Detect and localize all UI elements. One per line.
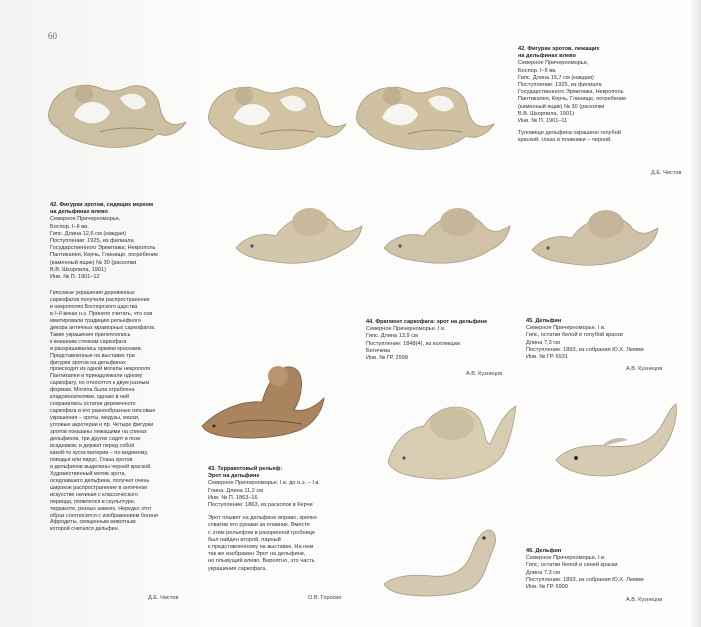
caption-line: Инв. № П. 1901–12 [50,274,100,281]
caption-line: Длина 7,3 см [526,339,560,346]
essay-line: происходят из одной могилы некрополя [50,366,151,373]
essay-line: терракоте, резных камнях. Нередко этот [50,505,152,512]
caption-line: Государственного Эрмитажа; Некрополь [50,245,156,252]
figure-erot-riding-3 [528,198,663,278]
essay-line: Представленные на выставке три [50,352,135,359]
essay-line: всадников, и держат перед собой [50,442,135,449]
caption-line: украшения саркофага. [208,565,267,572]
caption-44 [366,319,487,362]
caption-line: Инв. № ГР. 6900 [526,584,568,591]
caption-43 [208,466,320,573]
caption-line: Боспор. I–II вв. [518,67,557,74]
signature-kuznetsov-45: А.В. Кузнецов [626,366,663,372]
essay-line: кладоискателями, однако в ней [50,394,130,401]
caption-line: Государственного Эрмитажа, Некрополь [518,89,624,96]
caption-line: так же изображен Эрот на дельфине, [208,551,306,558]
signature-chistov-top: Д.Е. Чистов [651,170,682,176]
caption-line: схватив его руками за плавник. Вместе [208,522,310,529]
essay-line: формам. Могила была ограблена [50,387,135,394]
essay-line: поводья или парус. Глаза эротов [50,456,133,463]
caption-line: Гипс. Длина 15,7 см (каждая) [518,74,594,81]
caption-line: Инв. № П. 1863–16 [208,494,258,501]
essay-line: периода, появлялся в скульптуре, [50,498,136,505]
essay-line: украшения – эроты, медузы, маски, [50,415,140,422]
caption-line: Северное Причерноморье. I в. [366,326,446,333]
essay-line: Гипсовые украшения деревянных [50,290,135,296]
caption-line: Поступление: 1893, из собрания Ю.Х. Лемме [526,346,644,353]
caption-line: Боспор. I–II вв. [50,223,89,230]
caption-line: краской, глаза и плавники – черной. [518,137,612,144]
caption-line: Эрот на дельфине [208,473,260,480]
caption-line: но плывущий влево. Вероятно, это часть [208,558,315,565]
essay-line: широкое распространение в античном [50,484,147,491]
caption-line: на дельфинах влево [50,209,108,216]
caption-line: Пантикапея, Керчь, Глинище, погребение [518,96,627,103]
figure-dolphin-45 [552,398,682,488]
page-edge-shadow [689,0,701,627]
caption-line: на дельфинах влево [518,53,576,60]
caption-line: Гипс. Длина 13,9 см [366,333,418,340]
signature-kuznetsov-44: А.В. Кузнецов [466,371,503,377]
figure-erot-riding-1 [232,196,372,276]
essay-line: какой-то кусок материи – по-видимому, [50,449,149,456]
caption-line: с этим рельефом в разоренной гробнице [208,529,316,536]
signature-kuznetsov-46: А.В. Кузнецов [626,597,663,603]
figure-erot-reclining-1 [40,68,190,156]
caption-line: Длина 7,3 см [526,569,560,576]
figure-dolphin-46 [380,522,508,600]
caption-line: 42. Фигурки эротов, лежащих [518,46,600,52]
caption-line: (каменный ящик) № 30 (раскопки [50,259,137,266]
essay-line: саркофагу, но относятся к двум разным [50,380,150,387]
caption-line: В.В. Шкорпила, 1901) [518,110,574,117]
essay-line: саркофага и его разнообразные гипсовые [50,408,156,415]
caption-line: 45. Дельфин [526,318,562,324]
essay-line: и дельфинов выделены черной краской. [50,463,152,470]
essay-line: искусстве начиная с классического [50,491,138,498]
essay-line: и раскрашивались яркими красками. [50,345,143,352]
caption-line: Северное Причерноморье. I в. [526,325,606,332]
essay-line: Афродиты, священным животным [50,519,136,526]
caption-line: Глина. Длина 11,2 см [208,487,264,494]
essay-line: Художественный мотив эрота, [50,470,126,477]
caption-line: Северное Причерноморье. I в. [526,555,606,562]
essay-line: к внешним стенкам саркофага [50,338,127,345]
figure-erot-riding-2 [380,196,515,276]
essay-line: имитировали традицию рельефного [50,317,141,324]
caption-line: Гипс. Длина 12,6 см (каждая) [50,230,126,237]
caption-line: Гипс, остатки белой и синей краски [526,562,618,569]
essay-line: в некрополях Боспорского царства [50,303,138,310]
figure-erot-reclining-2 [200,70,350,158]
essay-line: Пантикапея и принадлежали одному [50,373,143,380]
essay-line: в I–II веках н.э. Принято считать, что они [50,310,153,317]
caption-line: Северное Причерноморье, [518,60,589,67]
caption-line: Поступление: 1863, из раскопок в Керчи [208,502,313,509]
essay-line: угловые акротерии и пр. Четыре фигурки [50,422,154,429]
essay-line: образ соотносится с изображением богини [50,512,158,519]
essay-line: которой считался дельфин. [50,526,120,533]
essay-line: фигурки эротов на дельфинах [50,359,126,366]
essay-line: эротов показаны лежащими на спинах [50,429,147,436]
caption-line: Северное Причерноморье. I в. до н.э. – I в. [208,480,320,487]
caption-46 [526,548,644,591]
caption-line: Поступление: 1925, из филиала [50,238,134,245]
caption-line: Инв. № П. 1901–11 [518,118,568,125]
essay-line: оседлавшего дельфина, получил очень [50,477,150,484]
essay-line: саркофагов получили распространение [50,296,150,303]
caption-line: был найден второй, парный [208,536,281,543]
caption-line: Инв. № ГР. 6931 [526,354,568,361]
caption-45 [526,318,644,361]
signature-chistov-left: Д.Е. Чистов [148,595,179,601]
caption-line: 42. Фигурки эротов, сидящих верхом [50,202,153,208]
caption-line: В.В. Шкорпила, 1901) [50,266,106,273]
caption-line: Инв. № ГР. 2998 [366,355,408,362]
caption-line: Поступление: 1848(4), из коллекции [366,340,460,347]
caption-42-riding [50,202,158,281]
caption-line: 44. Фрагмент саркофага: эрот на дельфине [366,319,488,325]
caption-line: Северное Причерноморье, [50,216,121,223]
figure-erot-reclining-3 [348,70,498,158]
essay-text [50,290,158,533]
caption-line: 43. Терракотовый рельеф: [208,466,283,472]
caption-line: Бегичева [366,347,390,354]
caption-line: 46. Дельфин [526,548,562,554]
caption-line: (каменный ящик) № 30 (раскопки [518,103,605,110]
essay-line: декора античных мраморных саркофагов. [50,324,156,331]
caption-line: Поступление: 1925, из филиала [518,82,602,89]
caption-line: Туловище дельфина окрашено голубой [518,130,621,137]
caption-42-reclining [518,46,626,145]
essay-line: сохранились остатки деревянного [50,401,136,408]
essay-line: Такие украшения прилеплялись [50,331,131,338]
caption-line: Гипс, остатки белой и голубой краски [526,332,623,339]
page-number: 60 [48,31,57,41]
caption-line: Поступление: 1893, из собрания Ю.Х. Лемме [526,576,644,583]
caption-line: к представленному на выставке. На нем [208,544,314,551]
caption-line: Эрот плывет на дельфине вправо, крепко [208,515,317,522]
caption-line: Пантикапея, Керчь, Глинище, погребение [50,252,159,259]
figure-sarcophagus-fragment [384,392,524,492]
figure-terracotta-relief [198,340,328,450]
essay-line: дельфинов, три других сидят в позе [50,436,141,443]
signature-gorskaya: О.В. Горская [308,595,342,601]
